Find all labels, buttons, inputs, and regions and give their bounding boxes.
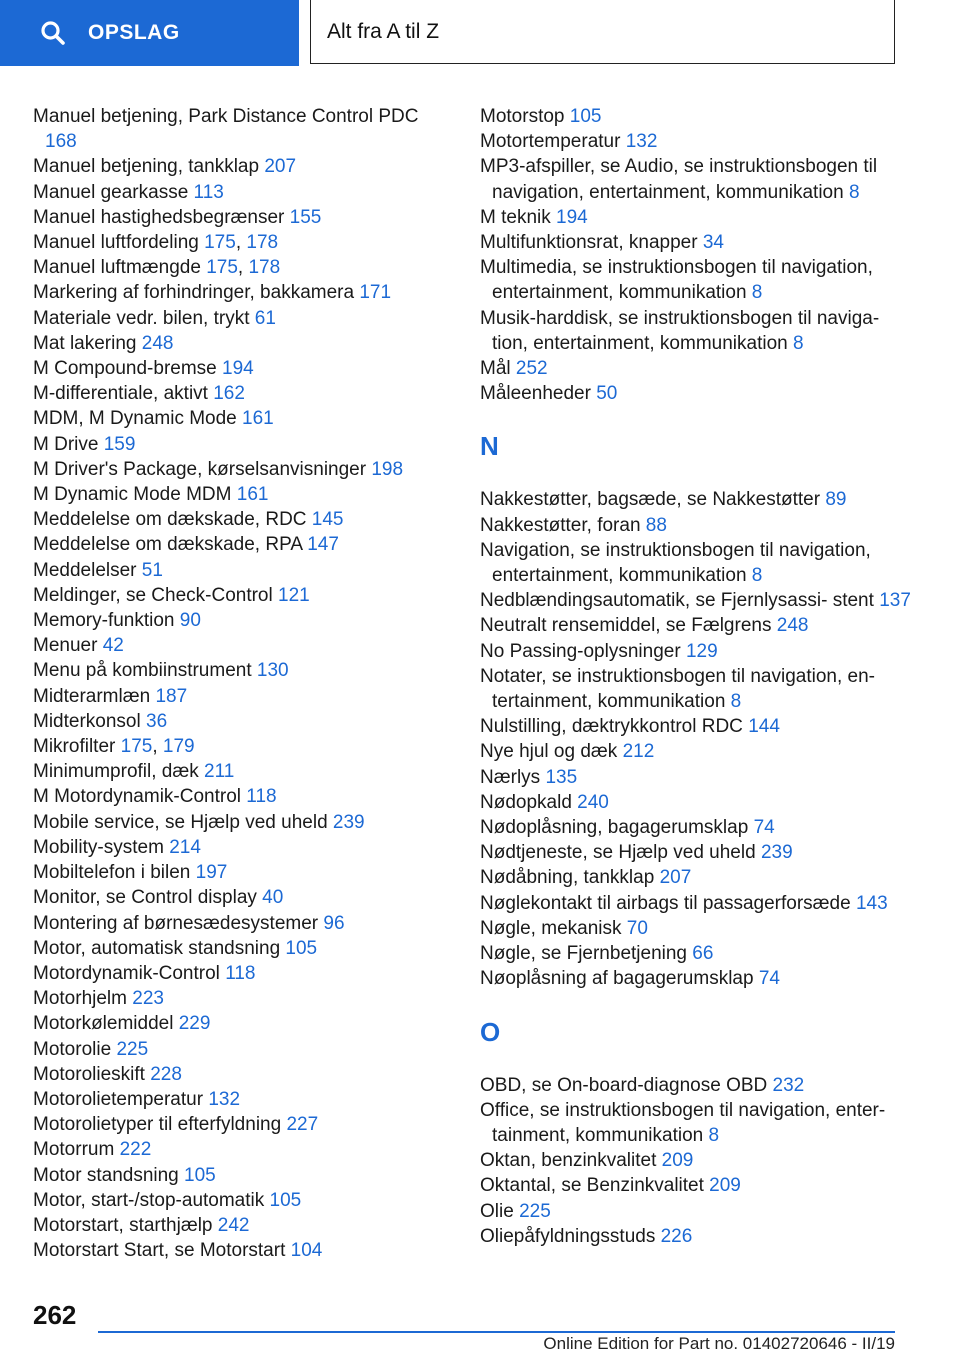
index-entry-text: Menu på kombiinstrument	[33, 660, 252, 682]
index-entry	[33, 658, 453, 683]
page-reference-link[interactable]: 137	[879, 590, 911, 612]
index-entry	[480, 891, 920, 916]
index-entry	[33, 482, 453, 507]
index-letter-heading: N	[480, 431, 499, 462]
index-entry-text: Motorstart, starthjælp	[33, 1214, 213, 1236]
index-entry	[33, 810, 453, 835]
index-entry	[480, 865, 920, 890]
index-entry-text: Motorstop	[480, 106, 565, 127]
index-entry	[480, 205, 920, 230]
page-reference-link[interactable]: 211	[204, 761, 235, 783]
index-entry-text: Manuel betjening, tankklap	[33, 156, 260, 178]
index-entry-text: Olie	[480, 1200, 514, 1222]
index-entry-text: Nødåbning, tankklap	[480, 867, 655, 889]
index-entry-text: Nulstilling, dæktrykkontrol RDC	[480, 716, 743, 738]
page-reference-link[interactable]: 8	[751, 565, 763, 587]
index-entry	[33, 507, 453, 532]
page-reference-link[interactable]: 105	[184, 1164, 216, 1186]
index-letter-heading: O	[480, 1016, 501, 1047]
index-entry-text: Motor, automatisk standsning	[33, 937, 281, 959]
index-entry-text: Mål	[480, 358, 511, 380]
index-entry-text: Motor, start-/stop-automatik	[33, 1189, 265, 1211]
page-reference-link[interactable]: 228	[150, 1063, 182, 1085]
page-reference-link[interactable]: 143	[855, 892, 888, 914]
page-reference-link[interactable]: 178	[246, 232, 279, 254]
index-entry-text: MP3-afspiller, se Audio, se instruktionsbogen til navigation, entertainment, kommunikation	[480, 156, 878, 203]
index-entry	[480, 790, 920, 815]
index-entry	[480, 613, 920, 638]
page-reference-link[interactable]: 179	[162, 736, 195, 758]
index-entry	[33, 684, 453, 709]
index-entry-text: Meddelelse om dækskade, RPA	[33, 534, 302, 556]
index-entry	[33, 911, 453, 936]
index-entry	[33, 457, 453, 482]
index-entry-text: Måleenheder	[480, 383, 591, 405]
index-entry	[33, 180, 453, 205]
index-entry-text: Motor standsning	[33, 1164, 179, 1186]
index-entry: Manuel luftfordeling 175, 178	[33, 232, 279, 254]
index-entry-text: Nøoplåsning af bagagerumsklap	[480, 968, 754, 990]
index-entry	[33, 1112, 453, 1137]
index-entry	[33, 532, 453, 557]
page-reference-link[interactable]: 135	[545, 766, 578, 788]
index-entry-text: Office, se instruktionsbogen til navigation, enter‐ tainment, kommunikation	[480, 1099, 886, 1146]
page-reference-link[interactable]: 8	[708, 1124, 720, 1146]
index-entry-text: Manuel betjening, Park Distance Control PDC	[33, 106, 419, 127]
index-entry-text: Multimedia, se instruktionsbogen til navigation, entertainment, kommunikation	[480, 257, 873, 304]
index-entry	[33, 558, 453, 583]
index-entry	[480, 1173, 920, 1198]
page-reference-link[interactable]: 240	[577, 791, 609, 813]
index-entry	[33, 986, 453, 1011]
index-entry	[33, 1188, 453, 1213]
index-entry	[480, 1098, 920, 1148]
page-reference-link[interactable]: 175	[204, 232, 236, 254]
index-entry	[480, 104, 920, 129]
index-entry-text: M teknik	[480, 206, 551, 228]
index-entry-text: Nøgle, mekanisk	[480, 917, 622, 939]
page-reference-link[interactable]: 145	[311, 509, 344, 531]
page-reference-link[interactable]: 222	[119, 1139, 152, 1161]
page-reference-link[interactable]: 209	[709, 1175, 741, 1197]
page-reference-link[interactable]: 96	[323, 912, 345, 934]
index-entry-text: Motortemperatur	[480, 131, 621, 153]
index-entry	[480, 1073, 920, 1098]
index-column-left	[33, 104, 453, 1263]
index-entry-text: Nærlys	[480, 766, 541, 788]
index-entry	[33, 432, 453, 457]
page-reference-link[interactable]: 34	[702, 232, 724, 254]
index-entry-text: Nødoplåsning, bagagerumsklap	[480, 817, 749, 839]
page-reference-link[interactable]: 168	[45, 131, 77, 153]
index-entry	[480, 230, 920, 255]
index-entry	[33, 835, 453, 860]
header	[0, 0, 960, 66]
index-entry	[33, 608, 453, 633]
footer-divider	[98, 1331, 895, 1333]
index-entry	[480, 840, 920, 865]
index-entry-text: Monitor, se Control display	[33, 887, 257, 909]
index-entry-text: Mat lakering	[33, 332, 137, 354]
page-reference-link[interactable]: 161	[236, 484, 269, 506]
index-entry-text: Mobile service, se Hjælp ved uheld	[33, 811, 328, 833]
index-entry-text: Nødopkald	[480, 791, 572, 813]
page-reference-link[interactable]: 239	[332, 811, 365, 833]
index-entry-text: Mobility-system	[33, 836, 164, 858]
index-entry	[480, 154, 920, 204]
page-reference-link[interactable]: 129	[685, 640, 718, 662]
page-reference-link[interactable]: 104	[290, 1240, 323, 1262]
index-entry	[33, 205, 453, 230]
index-entry	[33, 1037, 453, 1062]
index-entry	[480, 538, 920, 588]
page-reference-link[interactable]: 155	[289, 206, 322, 228]
index-entry	[480, 664, 920, 714]
index-entry-text: Meldinger, se Check-Control	[33, 584, 273, 606]
index-entry	[33, 104, 453, 154]
page-number: 262	[33, 1300, 77, 1330]
index-entry-text: Motorstart Start, se Motorstart	[33, 1240, 286, 1262]
index-entry	[480, 714, 920, 739]
page-reference-link[interactable]: 226	[660, 1225, 693, 1247]
page-reference-link[interactable]: 171	[359, 282, 392, 304]
index-entry-text: Nakkestøtter, foran	[480, 514, 641, 536]
index-entry-text: Materiale vedr. bilen, trykt	[33, 307, 250, 329]
index-entry	[480, 916, 920, 941]
index-entry: Mikrofilter 175, 179	[33, 736, 195, 758]
page-reference-link[interactable]: 214	[169, 836, 201, 858]
index-entry	[33, 961, 453, 986]
index-entry-text: Mobiltelefon i bilen	[33, 862, 191, 884]
index-entry	[33, 936, 453, 961]
page-reference-link[interactable]: 121	[278, 584, 310, 606]
page-reference-link[interactable]: 207	[659, 867, 692, 889]
index-entry	[480, 1224, 920, 1249]
page-reference-link[interactable]: 212	[622, 741, 655, 763]
index-entry-text: Motorolietyper til efterfyldning	[33, 1114, 282, 1136]
index-entry-text: Motordynamik-Control	[33, 962, 220, 984]
page-reference-link[interactable]: 229	[178, 1013, 211, 1035]
section-title-tab[interactable]	[310, 0, 895, 64]
index-entry-text: Oliepåfyldningsstuds	[480, 1225, 656, 1247]
index-entry	[33, 1011, 453, 1036]
page-reference-link[interactable]: 198	[371, 458, 404, 480]
page-reference-link[interactable]: 175	[120, 736, 153, 758]
search-tab[interactable]	[0, 0, 299, 66]
page-reference-link[interactable]: 175	[206, 257, 238, 279]
index-entry	[33, 356, 453, 381]
index-entry-text: Nøglekontakt til airbags til passagerforsæde	[480, 892, 851, 914]
page-reference-link[interactable]: 89	[825, 489, 847, 511]
index-entry-text: Multifunktionsrat, knapper	[480, 232, 698, 254]
index-entry-text: M Motordynamik-Control	[33, 786, 241, 808]
index-entry	[480, 513, 920, 538]
page-reference-link[interactable]: 159	[103, 433, 136, 455]
page-reference-link[interactable]: 118	[225, 962, 256, 984]
page-reference-link[interactable]: 197	[195, 862, 228, 884]
section-title: Alt fra A til Z	[327, 19, 440, 43]
footer-edition: Online Edition for Part no. 01402720646 - II/19	[543, 1334, 895, 1353]
page-reference-link[interactable]: 225	[116, 1038, 149, 1060]
page-reference-link[interactable]: 223	[132, 988, 164, 1010]
index-entry	[480, 739, 920, 764]
index-entry	[480, 1148, 920, 1173]
page-reference-link[interactable]: 61	[254, 307, 276, 329]
index-column-right	[480, 104, 920, 1249]
index-entry	[33, 381, 453, 406]
page-reference-link[interactable]: 147	[307, 534, 339, 556]
index-entry-text: Midterkonsol	[33, 710, 141, 732]
index-entry	[480, 639, 920, 664]
index-entry	[480, 1199, 920, 1224]
index-entry	[480, 129, 920, 154]
page-reference-link[interactable]: 248	[776, 615, 809, 637]
index-entry	[33, 583, 453, 608]
index-entry	[33, 154, 453, 179]
page-reference-link[interactable]: 51	[141, 559, 163, 581]
index-entry-text: Motorhjelm	[33, 988, 127, 1010]
page-reference-link[interactable]: 113	[193, 181, 224, 203]
page-reference-link[interactable]: 239	[760, 842, 793, 864]
index-entry	[480, 255, 920, 305]
page-reference-link[interactable]: 252	[515, 358, 548, 380]
index-entry	[480, 356, 920, 381]
page-reference-link[interactable]: 132	[208, 1088, 241, 1110]
index-entry-text: Musik-harddisk, se instruktionsbogen til naviga‐ tion, entertainment, kommunikation	[480, 307, 880, 354]
page-reference-link[interactable]: 105	[285, 937, 318, 959]
page-reference-link[interactable]: 242	[217, 1214, 250, 1236]
search-tab-label: OPSLAG	[88, 21, 180, 44]
index-entry-text: No Passing-oplysninger	[480, 640, 681, 662]
page-reference-link[interactable]: 50	[596, 383, 618, 405]
index-entry	[33, 759, 453, 784]
page-reference-link[interactable]: 105	[269, 1189, 302, 1211]
index-entry	[33, 1137, 453, 1162]
index-entry-text: Navigation, se instruktionsbogen til navigation, entertainment, kommunikation	[480, 539, 871, 587]
page-reference-link[interactable]: 66	[692, 943, 714, 965]
page-reference-link[interactable]: 74	[758, 968, 780, 990]
index-entry-text: Manuel hastighedsbegrænser	[33, 206, 285, 228]
index-entry-text: Motorolietemperatur	[33, 1088, 204, 1110]
page-reference-link[interactable]: 8	[793, 332, 804, 354]
index-entry-text: Oktantal, se Benzinkvalitet	[480, 1175, 704, 1197]
index-entry-text: Meddelelser	[33, 559, 137, 581]
page-reference-link[interactable]: 162	[213, 383, 245, 405]
page-reference-link[interactable]: 194	[222, 358, 254, 380]
index-entry-text: Manuel luftmængde	[33, 257, 201, 279]
index-entry	[33, 406, 453, 431]
index-entry	[33, 1087, 453, 1112]
index-entry	[33, 306, 453, 331]
index-entry-text: M-differentiale, aktivt	[33, 383, 208, 405]
index-entry-text: MDM, M Dynamic Mode	[33, 408, 237, 430]
page-reference-link[interactable]: 194	[556, 206, 588, 228]
page-reference-link[interactable]: 178	[248, 257, 281, 279]
index-entry	[33, 280, 453, 305]
index-entry	[33, 860, 453, 885]
index-entry-text: Midterarmlæn	[33, 685, 151, 707]
page-reference-link[interactable]: 8	[730, 691, 742, 713]
index-entry-text: Nøgle, se Fjernbetjening	[480, 943, 687, 965]
page-reference-link[interactable]: 130	[256, 660, 289, 682]
page-reference-link[interactable]: 118	[246, 786, 277, 808]
index-entry-text: Motorolieskift	[33, 1063, 145, 1085]
index-entry	[480, 487, 920, 512]
index-entry-text: Nakkestøtter, bagsæde, se Nakkestøtter	[480, 489, 821, 511]
page-reference-link[interactable]: 227	[286, 1114, 319, 1136]
index-entry-text: Montering af børnesædesystemer	[33, 912, 319, 934]
index-entry-text: Manuel gearkasse	[33, 181, 189, 203]
page-reference-link[interactable]: 90	[179, 610, 201, 632]
page-reference-link[interactable]: 40	[262, 887, 284, 909]
page-reference-link[interactable]: 132	[625, 131, 658, 153]
index-entry-text: M Compound-bremse	[33, 358, 217, 380]
index-entry-text: Nedblændingsautomatik, se Fjernlysassi‐ stent	[480, 590, 874, 612]
index-entry-text: OBD, se On-board-diagnose OBD	[480, 1074, 768, 1096]
page-reference-link[interactable]: 70	[626, 917, 648, 939]
index-entry: Manuel luftmængde 175, 178	[33, 257, 281, 279]
index-entry-text: Motorkølemiddel	[33, 1013, 174, 1035]
page-reference-link[interactable]: 209	[661, 1150, 694, 1172]
index-entry-text: Markering af forhindringer, bakkamera	[33, 282, 355, 304]
page-reference-link[interactable]: 232	[772, 1074, 805, 1096]
index-entry	[33, 331, 453, 356]
index-entry	[33, 1213, 453, 1238]
page-reference-link[interactable]: 161	[242, 408, 274, 430]
index-entry	[480, 381, 920, 406]
index-entry	[480, 765, 920, 790]
index-entry-text: Oktan, benzinkvalitet	[480, 1150, 657, 1172]
index-entry	[480, 306, 920, 356]
index-entry-text: M Dynamic Mode MDM	[33, 484, 232, 506]
index-entry	[33, 1062, 453, 1087]
page-reference-link[interactable]: 8	[848, 181, 860, 203]
index-entry-text: Notater, se instruktionsbogen til navigation, en‐ tertainment, kommunikation	[480, 665, 876, 713]
page-reference-link[interactable]: 42	[102, 635, 124, 657]
index-entry	[33, 633, 453, 658]
index-entry-text: Neutralt rensemiddel, se Fælgrens	[480, 615, 772, 637]
index-entry-text: M Drive	[33, 433, 99, 455]
index-entry-text: Mikrofilter	[33, 736, 116, 758]
page-reference-link[interactable]: 187	[155, 685, 188, 707]
page-reference-link[interactable]: 225	[519, 1200, 551, 1222]
index-entry	[480, 966, 920, 991]
search-icon	[40, 20, 66, 46]
page-reference-link[interactable]: 144	[748, 716, 780, 738]
page-reference-link[interactable]: 207	[264, 156, 297, 178]
index-entry-text: Memory-funktion	[33, 610, 175, 632]
index-entry-text: Nye hjul og dæk	[480, 741, 618, 763]
index-entry	[480, 588, 920, 613]
index-entry-text: Motorrum	[33, 1139, 115, 1161]
index-entry	[33, 1163, 453, 1188]
index-entry	[33, 709, 453, 734]
page-reference-link[interactable]: 88	[645, 514, 667, 536]
index-entry	[33, 784, 453, 809]
index-entry-text: Manuel luftfordeling	[33, 232, 199, 254]
index-entry-text: Motorolie	[33, 1038, 112, 1060]
index-entry-text: M Driver's Package, kørselsanvisninger	[33, 458, 367, 480]
index-entry	[33, 885, 453, 910]
page-reference-link[interactable]: 8	[751, 282, 763, 304]
page-reference-link[interactable]: 36	[146, 710, 168, 732]
index-entry	[33, 1238, 453, 1263]
page-reference-link[interactable]: 74	[753, 817, 775, 839]
index-entry-text: Nødtjeneste, se Hjælp ved uheld	[480, 842, 756, 864]
index-entry	[480, 941, 920, 966]
index-entry-text: Minimumprofil, dæk	[33, 761, 199, 783]
index-entry-text: Meddelelse om dækskade, RDC	[33, 509, 307, 531]
page-reference-link[interactable]: 105	[569, 106, 602, 127]
page-reference-link[interactable]: 248	[141, 332, 174, 354]
index-entry	[480, 815, 920, 840]
index-entry-text: Menuer	[33, 635, 98, 657]
